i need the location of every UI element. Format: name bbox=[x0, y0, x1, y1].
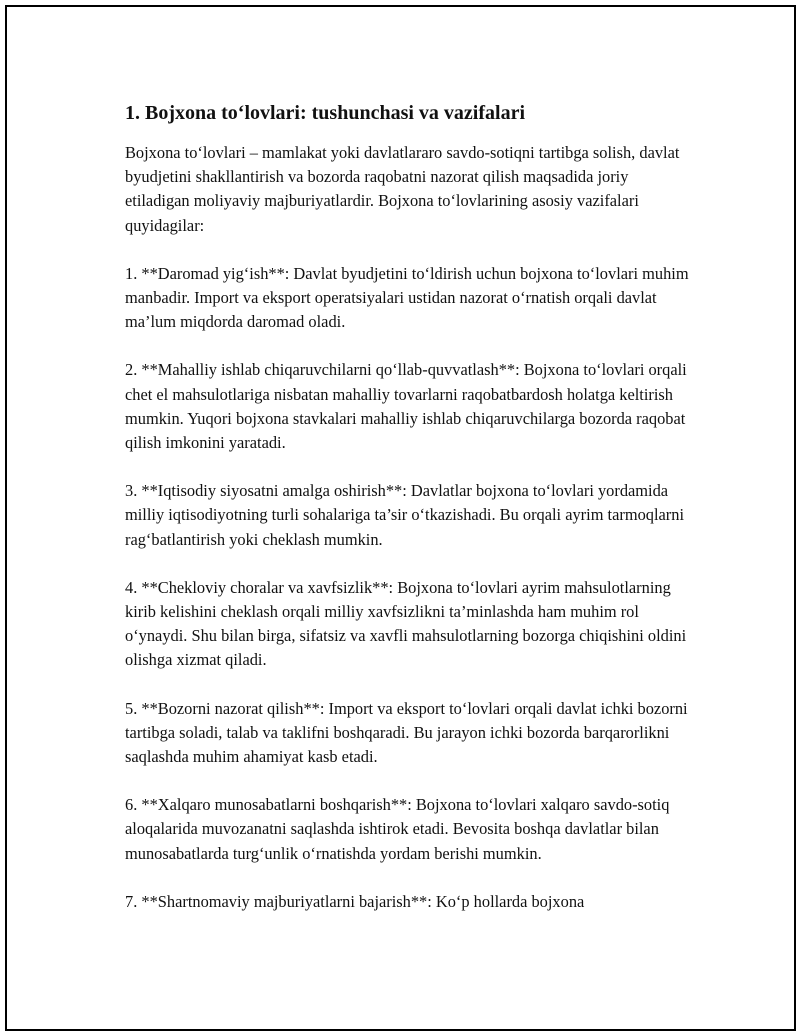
page-frame bbox=[5, 5, 796, 1031]
list-item-4: 4. **Chekloviy choralar va xavfsizlik**: Bojxona to‘lovlari ayrim mahsulotlarning kirib kelishini cheklash orqali milliy xavfsizlikni ta’minlashda ham muhim rol o‘ynaydi. Shu bilan birga, sifatsiz va xavfli mahsulotlarning bozorga chiqishini oldini olishga xizmat qiladi. bbox=[125, 577, 687, 670]
intro-paragraph: Bojxona to‘lovlari – mamlakat yoki davlatlararo savdo-sotiqni tartibga solish, davlat byudjetini shakllantirish va bozorda raqobatni nazorat qilish maqsadida joriy etiladigan moliyaviy majburiyatlardir. Bojxona to‘lovlarining asosiy vazifalari quyidagilar: bbox=[125, 143, 680, 235]
section-heading: 1. Bojxona to‘lovlari: tushunchasi va vazifalari bbox=[125, 102, 526, 124]
list-item-3: 3. **Iqtisodiy siyosatni amalga oshirish**: Davlatlar bojxona to‘lovlari yordamida milliy iqtisodiyotning turli sohalariga ta’sir o‘tkazishadi. Bu orqali ayrim tarmoqlarni rag‘batlantirish yoki cheklash mumkin. bbox=[125, 481, 685, 549]
document-body bbox=[125, 99, 697, 938]
list-item-6: 6. **Xalqaro munosabatlarni boshqarish**: Bojxona to‘lovlari xalqaro savdo-sotiq aloqalarida muvozanatni saqlashda ishtirok etadi. Bevosita boshqa davlatlar bilan munosabatlarda turg‘unlik o‘rnatishda yordam berishi mumkin. bbox=[125, 795, 670, 863]
list-item-7: 7. **Shartnomaviy majburiyatlarni bajarish**: Ko‘p hollarda bojxona bbox=[125, 891, 585, 911]
list-item-2: 2. **Mahalliy ishlab chiqaruvchilarni qo‘llab-quvvatlash**: Bojxona to‘lovlari orqali chet el mahsulotlariga nisbatan mahalliy tovarlarni raqobatbardosh holatga keltirish mumkin. Yuqori bojxona stavkalari mahalliy ishlab chiqaruvchilarga bozorda raqobat qilish imkonini yaratadi. bbox=[125, 360, 687, 453]
list-item-1: 1. **Daromad yig‘ish**: Davlat byudjetini to‘ldirish uchun bojxona to‘lovlari muhim manbadir. Import va eksport operatsiyalari ustidan nazorat o‘rnatish orqali davlat ma’lum miqdorda daromad oladi. bbox=[125, 263, 689, 332]
list-item-5: 5. **Bozorni nazorat qilish**: Import va eksport to‘lovlari orqali davlat ichki bozorni tartibga soladi, talab va taklifni boshqaradi. Bu jarayon ichki bozorda barqarorlikni saqlashda muhim ahamiyat kasb etadi. bbox=[125, 698, 688, 767]
